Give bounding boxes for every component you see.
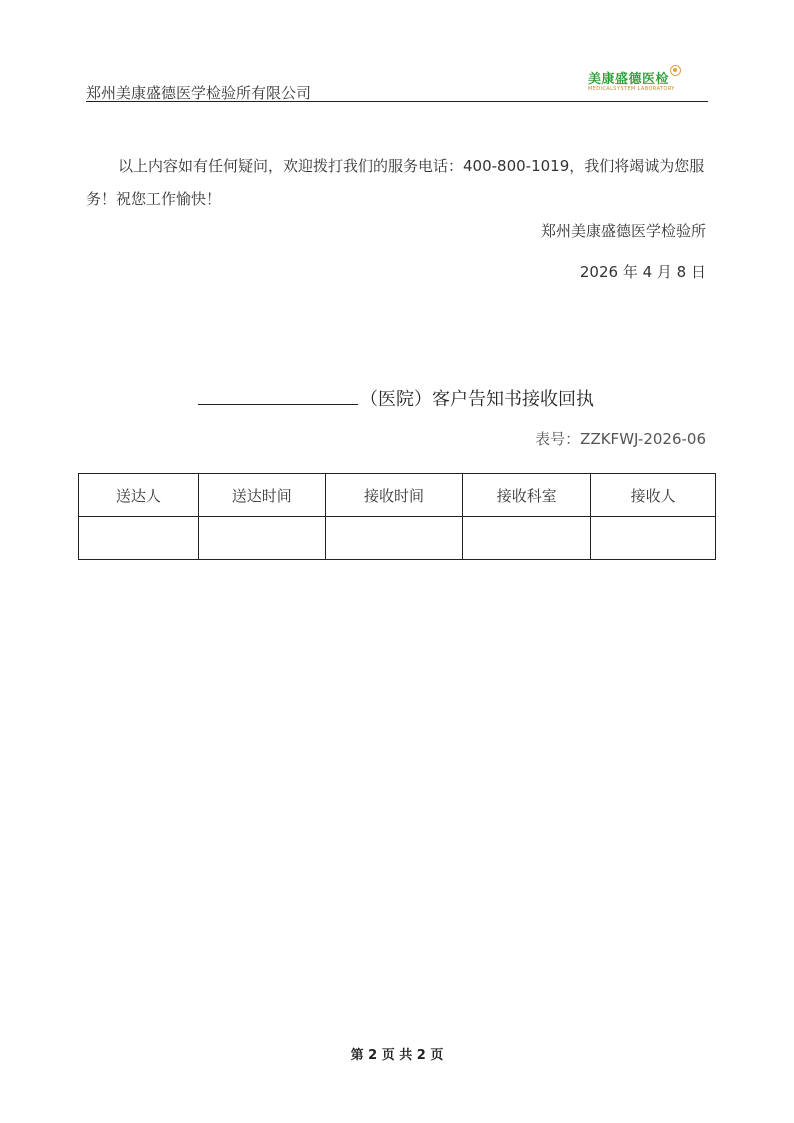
- table-cell[interactable]: [198, 517, 325, 560]
- logo-text: 美康盛德医检: [588, 72, 670, 87]
- table-cell[interactable]: [463, 517, 591, 560]
- closing-paragraph-text: 以上内容如有任何疑问，欢迎拨打我们的服务电话：400-800-1019，我们将竭诚为您服务！祝您工作愉快！: [86, 157, 705, 208]
- table-cell[interactable]: [79, 517, 199, 560]
- hospital-name-blank[interactable]: [198, 386, 358, 405]
- column-header: 接收人: [591, 474, 716, 517]
- logo-english-text: MEDICALSYSTEM LABORATORY: [588, 86, 675, 92]
- column-header: 接收时间: [325, 474, 463, 517]
- page-footer: 第 2 页 共 2 页: [350, 1048, 444, 1063]
- receipt-table: [78, 473, 716, 560]
- signature-organization: 郑州美康盛德医学检验所: [540, 222, 706, 240]
- table-header-row: [79, 474, 716, 517]
- receipt-title: [198, 385, 594, 411]
- closing-paragraph: [86, 150, 708, 216]
- column-header: 送达人: [79, 474, 199, 517]
- table-row: [79, 517, 716, 560]
- logo-emblem-icon: [670, 65, 681, 76]
- column-header: 送达时间: [198, 474, 325, 517]
- signature-date: 2026 年 4 月 8 日: [579, 263, 706, 281]
- receipt-title-text: （医院）客户告知书接收回执: [360, 389, 594, 410]
- form-number: 表号：ZZKFWJ-2026-06: [535, 430, 706, 448]
- column-header: 接收科室: [463, 474, 591, 517]
- table-cell[interactable]: [325, 517, 463, 560]
- company-logo: [584, 62, 694, 98]
- header-company-name: 郑州美康盛德医学检验所有限公司: [86, 84, 312, 102]
- table-cell[interactable]: [591, 517, 716, 560]
- header-divider: [86, 101, 708, 102]
